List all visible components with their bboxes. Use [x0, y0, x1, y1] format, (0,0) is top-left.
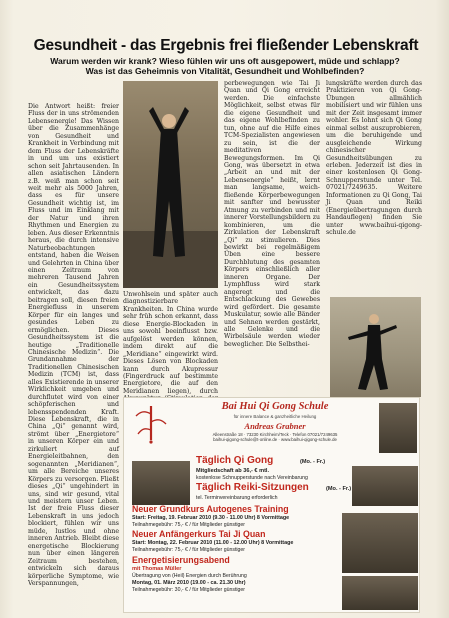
- qigong-figure-1: [123, 81, 218, 288]
- daily-reiki-days: (Mo. - Fr.): [326, 486, 352, 492]
- school-advertisement: [123, 397, 420, 613]
- daily-qigong-fee: Mitgliedschaft ab 36,- € mtl.: [196, 468, 270, 474]
- course-energy-title: Energetisierungsabend: [132, 555, 230, 565]
- contact-line: baihui-qigong-schule@t-online.de · www.baihui-qigong-schule.de: [213, 437, 337, 443]
- ad-photo-4: [342, 513, 418, 573]
- course-energy-host: mit Thomas Müller: [132, 566, 182, 572]
- qigong-photo-2: [330, 297, 421, 397]
- daily-reiki-note: tel. Terminvereinbarung erforderlich: [196, 495, 278, 501]
- article-column-3: perbewegungen wie Tai Ji Quan und Qi Gong erreicht werden. Die einfachste Möglichkeit, selbst etwas für die eigene Gesundheit und das eigene Wohlbefinden zu tun, ohne auf die Hilfe eines TCM-Spezialisten angewiesen zu sein, ist die der meditativen Bewegungsformen. Im Qi Gong, was übersetzt in etwa „Arbeit an und mit der Lebensenergie“ heißt, lernt man langsame, weich-fließende Körperbewegungen mit sanfter und bewusster Atmung zu verbinden und mit innerer Vorstellungsbildern zu kombinieren, um die Zirkulation der Lebenskraft „Qi“ zu stimulieren. Dies bewirkt bei regelmäßigem Üben eine bessere Durchblutung des gesamten Körpers einschließlich aller inneren Organe. Der Lymphfluss wird stark angeregt und die Entschlackung des Gewebes wird gefördert. Die gesamte Muskulatur, sowie alle Bänder und Sehnen werden gestärkt, alle Gelenke und die Wirbelsäule werden wieder beweglicher. Die Selbsthei-: [224, 80, 320, 348]
- daily-qigong-days: (Mo. - Fr.): [300, 459, 326, 465]
- course-autogenic-title: Neuer Grundkurs Autogenes Training: [132, 504, 289, 514]
- course-autogenic-fee: Teilnahmegebühr: 75,- € / für Mitglieder günstiger: [132, 522, 246, 528]
- article-column-2: Unwohlsein und später auch diagnostizierbare Krankheiten. In China wurde sehr früh schon erkannt, dass diese Energie-Blockaden in uns sowohl beeinflusst bzw. aufgelöst werden können, indem direkt auf die „Meridiane“ eingewirkt wird. Dieses Lösen von Blockaden kann durch Akupressur (Fingerdruck auf bestimmte Energietore, die auf den Meridianen liegen), durch: [123, 291, 218, 395]
- bamboo-logo-icon: [132, 404, 170, 444]
- article-title: Gesundheit - das Ergebnis frei fließender Lebenskraft: [33, 37, 419, 54]
- course-energy-date: Montag, 01. März 2010 (19.00 - ca. 21.30 Uhr): [132, 580, 246, 586]
- article-subtitle: [20, 56, 430, 76]
- ad-photo-1: [379, 403, 417, 453]
- school-address: [175, 432, 375, 443]
- daily-reiki-heading: Täglich Reiki-Sitzungen: [196, 482, 309, 493]
- course-autogenic-date: Start: Freitag, 19. Februar 2010 (9.30 - 11.00 Uhr) 8 Vormittage: [132, 515, 290, 521]
- course-energy-desc: Übertragung von (Heil) Energien durch Berührung: [132, 573, 247, 579]
- school-tagline: für innere Balance & ganzheitliche Heilung: [233, 414, 317, 419]
- owner-name: Andreas Grabner: [244, 421, 306, 431]
- article-column-4: lungskräfte werden durch das Praktizieren von Qi Gong-Übungen allmählich mobilisiert und wir fühlen uns mit der Zeit insgesamt immer wohler. Es lohnt sich Qi Gong einmal selbst auszuprobieren, um die beruhigende und ausgleichende Wirkung chinesischer Gesundheitsübungen zu erleben. Jederzeit ist dies in einer kostenlosen Qi Gong-Schnupperstunde unter Tel. 07021/7249635. Weitere Informationen zu Qi Gong, Tai Ji Quan und Reiki (Energieübertragungen durch Handauflegen) finden Sie unter www.baihui-qigong-schule.de: [326, 80, 422, 237]
- daily-qigong-note: kostenlose Schnupperstunde nach Vereinbarung: [196, 475, 308, 481]
- article-column-1: Die Antwort heißt: freier Fluss der in uns strömenden Lebensenergie! Das Wissen über die Zusammenhänge von Gesundheit und Krankheit in Verbindung mit dem Fluss der Lebenskräfte in und um uns existiert schon seit Jahrtausenden. In allen asiatischen Ländern z.B. weiß man schon seit weit mehr als 5000 Jahren, dass es für unsere Gesundheit wichtig ist, im Fluss und im Einklang mit der Natur und ihren Rhythmen und Energien zu leben. Aus dieser Erkenntnis heraus, die durch intensive Naturbeobachtungen entstand, haben die Weisen und Gelehrten in China über einen Zeitraum von mehreren Tausend Jahren ein Gesundheitssystem entwickelt, das dazu beitragen soll, diesen freien Energiefluss in unserem Körper für ein langes und gesundes Leben zu ermöglichen. Dieses Gesundheitssystem ist die heutige „Traditionelle Chinesische Medizin“. Die Grundannahme der Traditionellen Chinesischen Medizin (TCM) ist, dass alles Existierende in unserer Wirklichkeit umgeben und durchflutet wird von einer schöpferischen und lebensspendenden Kraft. Diese Lebenskraft, die in China „Qi“ genannt wird, strömt über „Energietore“ in unseren Körper ein und zirkuliert auf Energieleitbahnen, den sogenannten „Meridianen“, um alle Bereiche unseres Körpers zu versorgen. Fließt dieses „Qi“ ungehindert in uns, sind wir gesund, vital und meistern unser Leben. Ist der freie Fluss dieser Lebenskraft in uns jedoch blockiert, fühlen wir uns müde, lustlos und ohne inneren Antrieb. Bleibt diese energetische Blockierung nun über einen längeren Zeitraum bestehen, entwickeln sich daraus körperliche Symptome, wie Verspannungen,: [28, 103, 119, 587]
- ad-photo-2: [132, 461, 190, 505]
- address-line: Alleenstraße 18 · 73230 Kirchheim/Teck · Telefon 07021/7249635: [212, 432, 338, 437]
- ad-photo-5: [342, 576, 418, 610]
- course-taiji-title: Neuer Anfängerkurs Tai Ji Quan: [132, 529, 266, 539]
- qigong-photo-1: [123, 81, 218, 288]
- ad-photo-3: [352, 466, 418, 506]
- subtitle-line-2: Was ist das Geheimnis von Vitalität, Gesundheit und Wohlbefinden?: [85, 66, 365, 77]
- course-taiji-date: Start: Montag, 22. Februar 2010 (11.00 - 12.00 Uhr) 8 Vormittage: [132, 540, 294, 546]
- daily-qigong-heading: Täglich Qi Gong: [196, 455, 274, 466]
- course-energy-fee: Teilnahmegebühr: 30,- € / für Mitglieder günstiger: [132, 587, 246, 593]
- school-name: Bai Hui Qi Gong Schule: [221, 401, 329, 412]
- qigong-figure-2: [330, 297, 421, 397]
- course-taiji-fee: Teilnahmegebühr: 75,- € / für Mitglieder günstiger: [132, 547, 246, 553]
- subtitle-line-1: Warum werden wir krank? Wieso fühlen wir uns oft ausgepowert, müde und schlapp?: [50, 56, 400, 66]
